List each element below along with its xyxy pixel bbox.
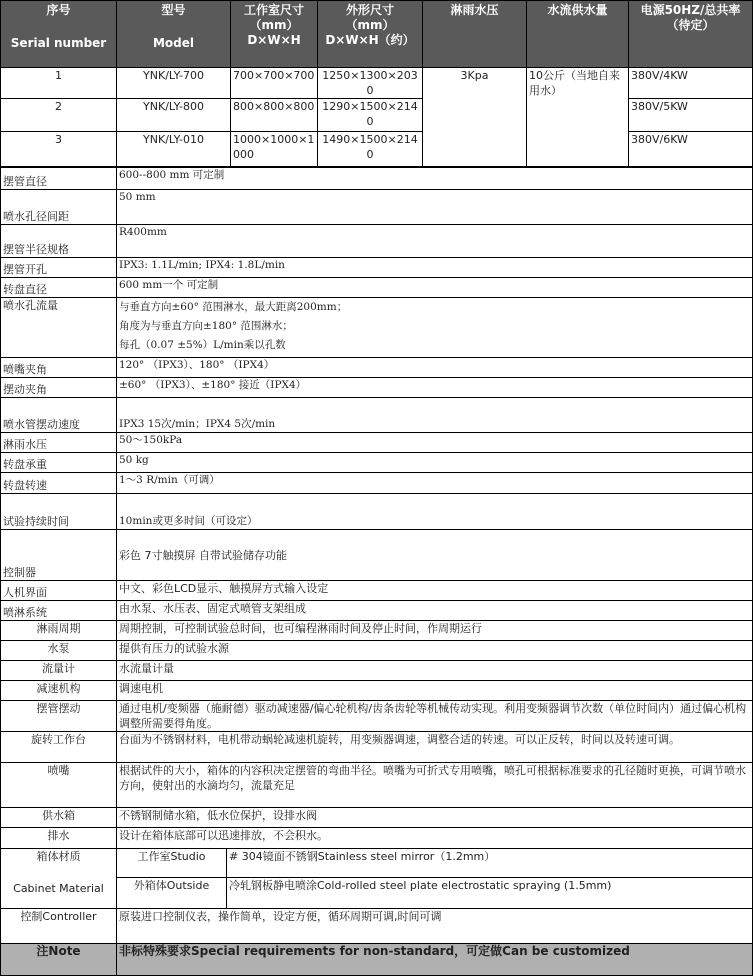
spec-row bbox=[1, 358, 753, 378]
spec-value: 10min或更多时间（可设定） bbox=[117, 494, 753, 530]
spec-label: 淋雨水压 bbox=[1, 433, 117, 453]
cabinet-studio-row bbox=[1, 849, 753, 878]
spec-value: 600 mm一个 可定制 bbox=[117, 278, 753, 298]
spec-value: 彩色 7寸触摸屏 自带试验储存功能 bbox=[117, 530, 753, 581]
spec-label: 转盘承重 bbox=[1, 453, 117, 473]
spec-label: 摆管直径 bbox=[1, 168, 117, 190]
spec-row bbox=[1, 828, 753, 849]
controller-row bbox=[1, 909, 753, 944]
spec-label: 流量计 bbox=[1, 661, 117, 681]
spec-label: 喷嘴夹角 bbox=[1, 358, 117, 378]
spec-row bbox=[1, 190, 753, 225]
header-outer-size: 外形尺寸 （mm） D×W×H（约） bbox=[318, 1, 423, 68]
cabinet-outside-label: 外箱体Outside bbox=[117, 878, 227, 909]
spec-label: 人机界面 bbox=[1, 581, 117, 601]
cabinet-label: 箱体材质 Cabinet Material bbox=[1, 849, 117, 909]
spec-value: 600--800 mm 可定制 bbox=[117, 168, 753, 190]
spec-value: 提供有压力的试验水源 bbox=[117, 641, 753, 661]
model-row-2 bbox=[1, 99, 753, 132]
spec-value: 1～3 R/min（可调） bbox=[117, 473, 753, 494]
note-value: 非标特殊要求Special requirements for non-standard，可定做Can be customized bbox=[117, 944, 753, 976]
spec-row bbox=[1, 661, 753, 681]
spec-label: 喷水孔流量 bbox=[1, 298, 117, 358]
spec-table bbox=[0, 0, 753, 167]
model-work-size: 700×700×700 bbox=[231, 68, 318, 99]
model-outer-size: 1250×1300×2030 bbox=[318, 68, 423, 99]
model-name: YNK/LY-010 bbox=[117, 132, 231, 167]
header-power: 电源50HZ/总共率 （待定） bbox=[629, 1, 753, 68]
spec-value: 120° （IPX3）、180° （IPX4） bbox=[117, 358, 753, 378]
spec-value: 50 mm bbox=[117, 190, 753, 225]
parameter-table bbox=[0, 167, 753, 849]
model-work-size: 800×800×800 bbox=[231, 99, 318, 132]
spec-row bbox=[1, 530, 753, 581]
controller-value: 原装进口控制仪表，操作简单，设定方便，循环周期可调,时间可调 bbox=[117, 909, 753, 944]
spec-value: 50 kg bbox=[117, 453, 753, 473]
spec-label: 试验持续时间 bbox=[1, 494, 117, 530]
spec-label: 摆管半径规格 bbox=[1, 225, 117, 258]
spec-row bbox=[1, 453, 753, 473]
model-no: 3 bbox=[1, 132, 117, 167]
header-serial: 序号 Serial number bbox=[1, 1, 117, 68]
spec-row bbox=[1, 398, 753, 433]
spec-row bbox=[1, 433, 753, 453]
header-model: 型号 Model bbox=[117, 1, 231, 68]
spec-label: 排水 bbox=[1, 828, 117, 849]
spec-label: 摆动夹角 bbox=[1, 378, 117, 398]
spec-value: 台面为不锈钢材料，电机带动蜗轮减速机旋转，用变频器调速，调整合适的转速。可以正反转，时间以及转速可调。 bbox=[117, 732, 753, 763]
model-outer-size: 1490×1500×2140 bbox=[318, 132, 423, 167]
spec-row bbox=[1, 641, 753, 661]
spec-label: 控制器 bbox=[1, 530, 117, 581]
spec-value: IPX3 15次/min；IPX4 5次/min bbox=[117, 398, 753, 433]
spec-label: 摆管摆动 bbox=[1, 701, 117, 732]
spec-row bbox=[1, 701, 753, 732]
model-name: YNK/LY-700 bbox=[117, 68, 231, 99]
spec-label: 转盘直径 bbox=[1, 278, 117, 298]
spec-row bbox=[1, 732, 753, 763]
note-label: 注Note bbox=[1, 944, 117, 976]
model-row-3 bbox=[1, 132, 753, 167]
header-water-supply: 水流供水量 bbox=[527, 1, 629, 68]
cabinet-studio-label: 工作室Studio bbox=[117, 849, 227, 878]
header-row bbox=[1, 1, 753, 68]
spec-row bbox=[1, 763, 753, 808]
model-power: 380V/6KW bbox=[629, 132, 753, 167]
spec-value: 通过电机/变频器（施耐德）驱动减速器/偏心轮机构/齿条齿轮等机械传动实现。利用变频器调节次数（单位时间内）通过偏心机构调整所需要得角度。 bbox=[117, 701, 753, 732]
spec-label: 水泵 bbox=[1, 641, 117, 661]
shared-pressure: 3Kpa bbox=[423, 68, 527, 167]
footer-table bbox=[0, 908, 753, 976]
spec-value: 调速电机 bbox=[117, 681, 753, 701]
spec-value: 根据试件的大小，箱体的内容积决定摆管的弯曲半径。喷嘴为可折式专用喷嘴，喷孔可根据标准要求的孔径随时更换，可调节喷水方向，使射出的水滴均匀，流量充足 bbox=[117, 763, 753, 808]
model-power: 380V/4KW bbox=[629, 68, 753, 99]
spec-label: 喷水孔径间距 bbox=[1, 190, 117, 225]
cabinet-studio-value: # 304镜面不锈钢Stainless steel mirror（1.2mm） bbox=[227, 849, 753, 878]
model-no: 2 bbox=[1, 99, 117, 132]
model-outer-size: 1290×1500×2140 bbox=[318, 99, 423, 132]
model-no: 1 bbox=[1, 68, 117, 99]
spec-row bbox=[1, 808, 753, 828]
spec-row bbox=[1, 494, 753, 530]
spec-label: 旋转工作台 bbox=[1, 732, 117, 763]
spec-value: R400mm bbox=[117, 225, 753, 258]
note-row bbox=[1, 944, 753, 976]
cabinet-outside-value: 冷轧钢板静电喷涂Cold-rolled steel plate electrostatic spraying (1.5mm) bbox=[227, 878, 753, 909]
model-name: YNK/LY-800 bbox=[117, 99, 231, 132]
spec-row bbox=[1, 601, 753, 621]
spec-value: 设计在箱体底部可以迅速排放，不会积水。 bbox=[117, 828, 753, 849]
spec-row bbox=[1, 378, 753, 398]
spec-row bbox=[1, 621, 753, 641]
spec-value: 水流量计量 bbox=[117, 661, 753, 681]
spec-value: ±60° （IPX3）、±180° 接近（IPX4） bbox=[117, 378, 753, 398]
spec-label: 摆管开孔 bbox=[1, 258, 117, 278]
spec-value: 周期控制，可控制试验总时间，也可编程淋雨时间及停止时间，作周期运行 bbox=[117, 621, 753, 641]
header-pressure: 淋雨水压 bbox=[423, 1, 527, 68]
spec-row bbox=[1, 581, 753, 601]
spec-row bbox=[1, 225, 753, 258]
spec-row bbox=[1, 681, 753, 701]
spec-label: 减速机构 bbox=[1, 681, 117, 701]
model-power: 380V/5KW bbox=[629, 99, 753, 132]
spec-row bbox=[1, 258, 753, 278]
spec-value: 与垂直方向±60° 范围淋水，最大距离200mm； 角度为与垂直方向±180° 范围淋水； 每孔（0.07 ±5%）L/min乘以孔数 bbox=[117, 298, 753, 358]
spec-label: 喷水管摆动速度 bbox=[1, 398, 117, 433]
spec-label: 转盘转速 bbox=[1, 473, 117, 494]
controller-label: 控制Controller bbox=[1, 909, 117, 944]
spec-label: 喷嘴 bbox=[1, 763, 117, 808]
model-work-size: 1000×1000×1000 bbox=[231, 132, 318, 167]
spec-row bbox=[1, 298, 753, 358]
spec-row bbox=[1, 278, 753, 298]
spec-value: 50～150kPa bbox=[117, 433, 753, 453]
spec-value: 中文、彩色LCD显示、触摸屏方式输入设定 bbox=[117, 581, 753, 601]
spec-label: 喷淋系统 bbox=[1, 601, 117, 621]
model-row-1 bbox=[1, 68, 753, 99]
spec-value: 由水泵、水压表、固定式喷管支架组成 bbox=[117, 601, 753, 621]
spec-label: 供水箱 bbox=[1, 808, 117, 828]
header-work-size: 工作室尺寸 （mm） D×W×H bbox=[231, 1, 318, 68]
spec-value: 不锈钢制储水箱，低水位保护，设排水阀 bbox=[117, 808, 753, 828]
cabinet-table bbox=[0, 848, 753, 909]
spec-row bbox=[1, 168, 753, 190]
spec-value: IPX3: 1.1L/min; IPX4: 1.8L/min bbox=[117, 258, 753, 278]
spec-label: 淋雨周期 bbox=[1, 621, 117, 641]
spec-row bbox=[1, 473, 753, 494]
shared-water-supply: 10公斤（当地自来用水） bbox=[527, 68, 629, 167]
